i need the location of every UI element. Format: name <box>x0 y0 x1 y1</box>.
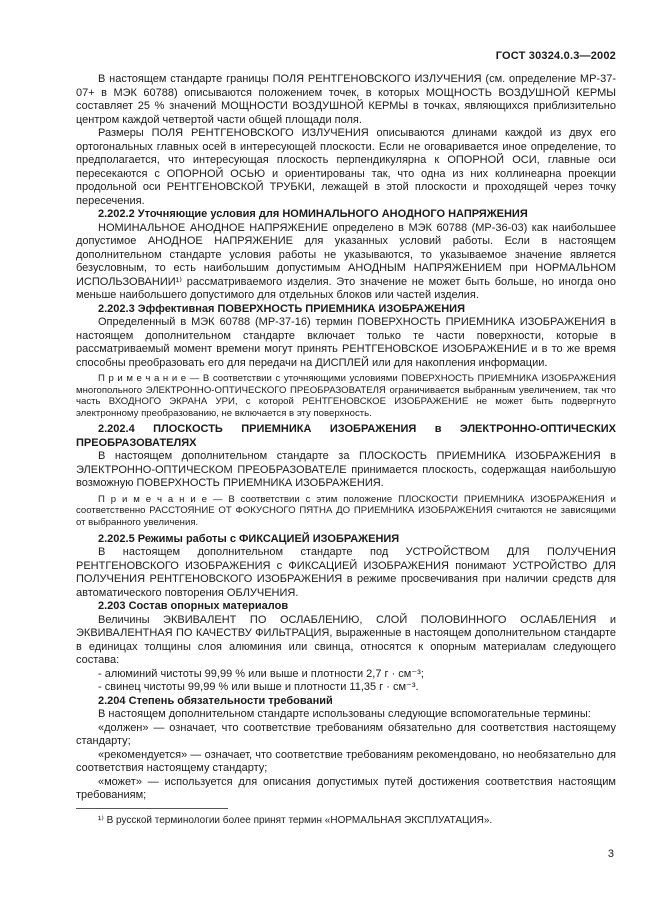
body-paragraph: В настоящем дополнительном стандарте за ПЛОСКОСТЬ ПРИЕМНИКА ИЗОБРАЖЕНИЯ в ЭЛЕКТРОННО-ОПТИЧЕСКОМ ПРЕОБРАЗОВАТЕЛЕ принимается плоскость, содержащая наибольшую возможную ПОВЕРХНОСТЬ ПРИЕМНИКА ИЗОБРАЖЕНИЯ. <box>76 450 616 490</box>
section-heading: 2.202.2 Уточняющие условия для НОМИНАЛЬНОГО АНОДНОГО НАПРЯЖЕНИЯ <box>98 208 528 220</box>
document-number: ГОСТ 30324.0.3—2002 <box>495 50 616 62</box>
footnote-text: ¹⁾ В русской терминологии более принят термин «НОРМАЛЬНАЯ ЭКСПЛУАТАЦИЯ». <box>98 815 493 826</box>
body-paragraph: Величины ЭКВИВАЛЕНТ ПО ОСЛАБЛЕНИЮ, СЛОЙ ПОЛОВИННОГО ОСЛАБЛЕНИЯ и ЭКВИВАЛЕНТНАЯ ПО КАЧЕСТВУ ФИЛЬТРАЦИЯ, выраженные в настоящем дополнительном стандарте в единицах толщины слоя алюминия или свинца, относятся к опорным материалам следующего состава: <box>76 613 616 667</box>
footnote-area <box>76 808 616 828</box>
body-paragraph: «рекомендуется» — означает, что соответствие требованиям рекомендовано, но необязательно для соответствия настоящему стандарту; <box>76 748 616 775</box>
body-paragraph: «должен» — означает, что соответствие требованиям обязательно для соответствия настоящему стандарту; <box>76 721 616 748</box>
footnote-separator <box>76 808 228 809</box>
list-item: - алюминий чистоты 99,99 % или выше и плотности 2,7 г · см⁻³; <box>98 667 424 680</box>
body-paragraph: Размеры ПОЛЯ РЕНТГЕНОВСКОГО ИЗЛУЧЕНИЯ описываются длинами каждой из двух его ортогональных главных осей в интересующей плоскости. Если не оговаривается иное определение, то предполагается, что интересующая плоскость перпендикулярна к ОПОРНОЙ ОСИ, главные оси пересекаются с ОПОРНОЙ ОСЬЮ и ориентированы так, что одна из них коллинеарна проекции продольной оси РЕНТГЕНОВСКОЙ ТРУБКИ, лежащей в этой плоскости и проходящей через точку пересечения. <box>76 127 616 207</box>
note-paragraph: П р и м е ч а н и е — В соответствии с этим положение ПЛОСКОСТИ ПРИЕМНИКА ИЗОБРАЖЕНИЯ и соответственно РАССТОЯНИЕ ОТ ФОКУСНОГО ПЯТНА ДО ПРИЕМНИКА ИЗОБРАЖЕНИЯ считаются не зависящими от выбранного увеличения. <box>76 493 616 529</box>
page-number: 3 <box>607 848 614 860</box>
section-heading: 2.202.3 Эффективная ПОВЕРХНОСТЬ ПРИЕМНИКА ИЗОБРАЖЕНИЯ <box>98 302 465 315</box>
body-paragraph: НОМИНАЛЬНОЕ АНОДНОЕ НАПРЯЖЕНИЕ определено в МЭК 60788 (МР-36-03) как наибольшее допустимое АНОДНОЕ НАПРЯЖЕНИЕ для указанных условий работы. Если в настоящем дополнительном стандарте условия работы не указываются, то указываемое значение является безусловным, то есть наибольшим допустимым АНОДНЫМ НАПРЯЖЕНИЕМ при НОРМАЛЬНОМ ИСПОЛЬЗОВАНИИ¹⁾ рассматриваемого изделия. Это значение не может быть больше, но иногда оно меньше наибольшего допустимого для отдельных блоков или частей изделия. <box>76 221 616 301</box>
body-paragraph: «может» — используется для описания допустимых путей достижения соответствия настоящим требованиям; <box>76 775 616 802</box>
body-paragraph: В настоящем дополнительном стандарте под УСТРОЙСТВОМ ДЛЯ ПОЛУЧЕНИЯ РЕНТГЕНОВСКОГО ИЗОБРАЖЕНИЯ с ФИКСАЦИЕЙ ИЗОБРАЖЕНИЯ понимают УСТРОЙСТВО ДЛЯ ПОЛУЧЕНИЯ РЕНТГЕНОВСКОГО ИЗОБРАЖЕНИЯ в режиме просвечивания при наличии средств для автоматического повторения ОБЛУЧЕНИЯ. <box>76 546 616 599</box>
section-heading: 2.204 Степень обязательности требований <box>98 694 333 707</box>
body-paragraph: Определенный в МЭК 60788 (МР-37-16) термин ПОВЕРХНОСТЬ ПРИЕМНИКА ИЗОБРАЖЕНИЯ в настоящем дополнительном стандарте включает только те части поверхности, которые в рассматриваемый момент времени могут принять РЕНТГЕНОВСКОЕ ИЗОБРАЖЕНИЕ и в то же время способны преобразовать его для передачи на ДИСПЛЕЙ или для накопления информации. <box>76 316 616 369</box>
note-paragraph: П р и м е ч а н и е — В соответствии с уточняющими условиями ПОВЕРХНОСТЬ ПРИЕМНИКА ИЗОБРАЖЕНИЯ многопольного ЭЛЕКТРОННО-ОПТИЧЕСКОГО ПРЕОБРАЗОВАТЕЛЯ ограничивается выбранным увеличением, так что часть ВХОДНОГО ЭКРАНА УРИ, с которой РЕНТГЕНОВСКОЕ ИЗОБРАЖЕНИЕ не может быть подвергнуто электронному преобразованию, не включается в эту поверхность. <box>76 373 616 419</box>
section-heading: 2.203 Состав опорных материалов <box>98 600 289 613</box>
body-paragraph: В настоящем дополнительном стандарте использованы следующие вспомогательные термины: <box>98 708 591 721</box>
list-item: - свинец чистоты 99,99 % или выше и плотности 11,35 г · см⁻³. <box>98 681 419 694</box>
document-content <box>76 73 616 803</box>
body-paragraph: В настоящем стандарте границы ПОЛЯ РЕНТГЕНОВСКОГО ИЗЛУЧЕНИЯ (см. определение МР-37-07+ в МЭК 60788) описываются положением точек, в которых МОЩНОСТЬ ВОЗДУШНОЙ КЕРМЫ составляет 25 % значений МОЩНОСТИ ВОЗДУШНОЙ КЕРМЫ в точках, являющихся приблизительно центром каждой четвертой части общей площади поля. <box>76 73 616 126</box>
section-heading: 2.202.5 Режимы работы с ФИКСАЦИЕЙ ИЗОБРАЖЕНИЯ <box>98 532 400 545</box>
section-heading: 2.202.4 ПЛОСКОСТЬ ПРИЕМНИКА ИЗОБРАЖЕНИЯ в ЭЛЕКТРОННО-ОПТИЧЕСКИХ ПРЕОБРАЗОВАТЕЛЯХ <box>76 423 616 449</box>
